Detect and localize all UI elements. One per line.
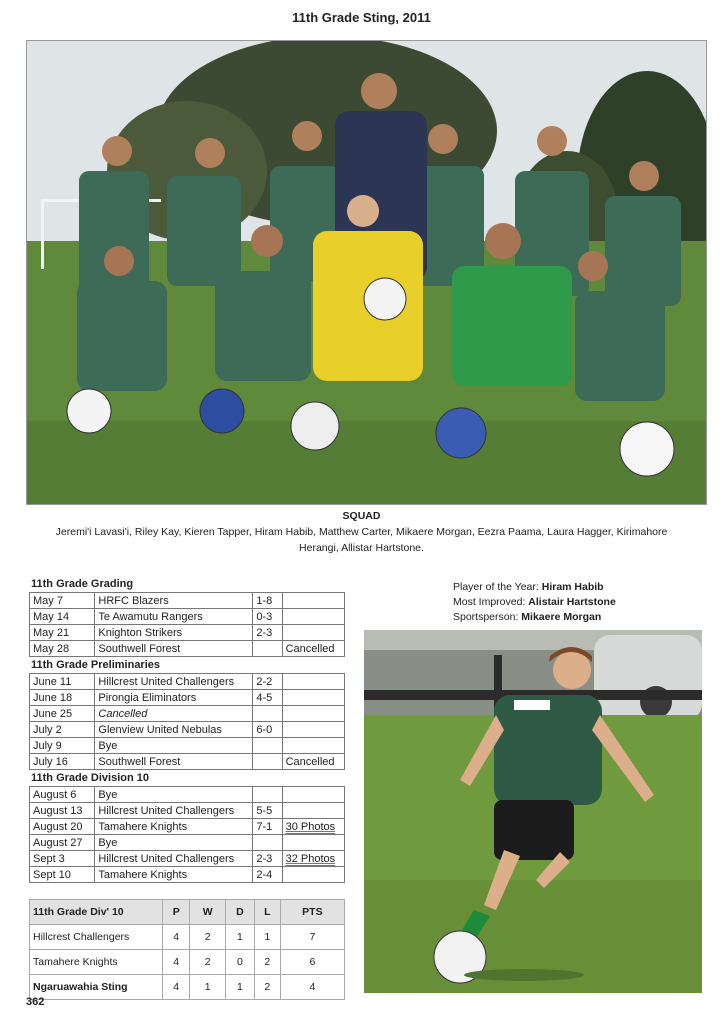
award-winner: Alistair Hartstone bbox=[528, 596, 616, 608]
game-extra: Cancelled bbox=[282, 754, 344, 770]
game-date: June 18 bbox=[30, 690, 95, 706]
game-extra bbox=[282, 625, 344, 641]
table-row bbox=[30, 754, 345, 770]
team-name: Ngaruawahia Sting bbox=[30, 975, 163, 1000]
game-date: August 20 bbox=[30, 819, 95, 835]
stat-cell: 4 bbox=[163, 950, 190, 975]
stat-cell: 1 bbox=[225, 925, 254, 950]
photos-link[interactable]: 30 Photos bbox=[282, 819, 344, 835]
award-label: Player of the Year: bbox=[453, 581, 542, 593]
game-score: 5-5 bbox=[253, 803, 282, 819]
game-score: 2-2 bbox=[253, 674, 282, 690]
team-photo bbox=[26, 40, 707, 505]
award-winner: Hiram Habib bbox=[541, 581, 604, 593]
game-opponent: HRFC Blazers bbox=[95, 593, 253, 609]
game-date: August 27 bbox=[30, 835, 95, 851]
game-extra bbox=[282, 803, 344, 819]
game-extra bbox=[282, 593, 344, 609]
squad-heading: SQUAD bbox=[342, 510, 381, 522]
table-row bbox=[30, 738, 345, 754]
game-opponent: Glenview United Nebulas bbox=[95, 722, 253, 738]
game-date: May 21 bbox=[30, 625, 95, 641]
results-table bbox=[29, 786, 345, 883]
game-score: 2-3 bbox=[253, 851, 282, 867]
column-header: L bbox=[254, 900, 280, 925]
stat-cell: 2 bbox=[190, 950, 225, 975]
table-row bbox=[30, 722, 345, 738]
table-row bbox=[30, 835, 345, 851]
game-opponent: Cancelled bbox=[95, 706, 253, 722]
game-opponent: Pirongia Eliminators bbox=[95, 690, 253, 706]
game-extra: Cancelled bbox=[282, 641, 344, 657]
stat-cell: 2 bbox=[254, 950, 280, 975]
game-opponent: Southwell Forest bbox=[95, 641, 253, 657]
game-opponent: Bye bbox=[95, 835, 253, 851]
game-score bbox=[253, 754, 282, 770]
game-date: Sept 10 bbox=[30, 867, 95, 883]
table-header-row bbox=[30, 900, 345, 925]
award-label: Sportsperson: bbox=[453, 611, 522, 623]
game-score bbox=[253, 706, 282, 722]
game-date: May 14 bbox=[30, 609, 95, 625]
game-date: May 28 bbox=[30, 641, 95, 657]
game-opponent: Hillcrest United Challengers bbox=[95, 851, 253, 867]
results-table bbox=[29, 592, 345, 657]
game-date: July 2 bbox=[30, 722, 95, 738]
game-score: 2-3 bbox=[253, 625, 282, 641]
section-heading: 11th Grade Preliminaries bbox=[31, 659, 161, 671]
game-date: July 16 bbox=[30, 754, 95, 770]
game-opponent: Te Awamutu Rangers bbox=[95, 609, 253, 625]
award-sportsperson bbox=[453, 610, 616, 625]
game-date: Sept 3 bbox=[30, 851, 95, 867]
game-extra bbox=[282, 738, 344, 754]
team-name: Hillcrest Challengers bbox=[30, 925, 163, 950]
table-row bbox=[30, 674, 345, 690]
award-label: Most Improved: bbox=[453, 596, 529, 608]
player-photo bbox=[364, 630, 702, 993]
game-date: June 25 bbox=[30, 706, 95, 722]
table-row bbox=[30, 593, 345, 609]
game-extra bbox=[282, 722, 344, 738]
game-opponent: Hillcrest United Challengers bbox=[95, 674, 253, 690]
game-date: May 7 bbox=[30, 593, 95, 609]
table-row bbox=[30, 851, 345, 867]
game-date: July 9 bbox=[30, 738, 95, 754]
game-date: August 6 bbox=[30, 787, 95, 803]
game-extra bbox=[282, 609, 344, 625]
game-score bbox=[253, 738, 282, 754]
awards-list bbox=[453, 580, 616, 625]
table-row bbox=[30, 625, 345, 641]
squad-names: Jeremi'i Lavasi'i, Riley Kay, Kieren Tapper, Hiram Habib, Matthew Carter, Mikaere Morgan, Eezra Paama, Laura Hagger, Kirimahore Herangi, Allistar Hartstone. bbox=[55, 526, 668, 554]
table-row bbox=[30, 690, 345, 706]
game-score: 1-8 bbox=[253, 593, 282, 609]
column-header: PTS bbox=[280, 900, 344, 925]
table-row bbox=[30, 787, 345, 803]
game-extra bbox=[282, 787, 344, 803]
game-opponent: Bye bbox=[95, 787, 253, 803]
table-row bbox=[30, 867, 345, 883]
game-opponent: Hillcrest United Challengers bbox=[95, 803, 253, 819]
game-score: 0-3 bbox=[253, 609, 282, 625]
column-header: W bbox=[190, 900, 225, 925]
section-heading: 11th Grade Division 10 bbox=[31, 772, 149, 784]
game-opponent: Southwell Forest bbox=[95, 754, 253, 770]
game-score bbox=[253, 835, 282, 851]
award-player-of-year bbox=[453, 580, 616, 595]
column-header: 11th Grade Div' 10 bbox=[30, 900, 163, 925]
page-number: 362 bbox=[26, 996, 45, 1008]
stat-cell: 1 bbox=[190, 975, 225, 1000]
stat-cell: 0 bbox=[225, 950, 254, 975]
table-row bbox=[30, 819, 345, 835]
award-winner: Mikaere Morgan bbox=[521, 611, 602, 623]
game-extra bbox=[282, 674, 344, 690]
game-date: August 13 bbox=[30, 803, 95, 819]
table-row bbox=[30, 803, 345, 819]
stat-cell: 4 bbox=[163, 925, 190, 950]
game-score: 6-0 bbox=[253, 722, 282, 738]
results-section bbox=[29, 576, 345, 883]
table-row bbox=[30, 609, 345, 625]
column-header: D bbox=[225, 900, 254, 925]
standings-table bbox=[29, 899, 345, 1000]
stat-cell: 4 bbox=[163, 975, 190, 1000]
stat-cell: 1 bbox=[225, 975, 254, 1000]
stat-cell: 2 bbox=[190, 925, 225, 950]
game-score: 7-1 bbox=[253, 819, 282, 835]
game-extra bbox=[282, 835, 344, 851]
table-row bbox=[30, 641, 345, 657]
game-score: 4-5 bbox=[253, 690, 282, 706]
table-row bbox=[30, 925, 345, 950]
stat-cell: 7 bbox=[280, 925, 344, 950]
game-opponent: Tamahere Knights bbox=[95, 867, 253, 883]
stat-cell: 2 bbox=[254, 975, 280, 1000]
game-extra bbox=[282, 690, 344, 706]
game-score bbox=[253, 641, 282, 657]
game-extra bbox=[282, 706, 344, 722]
stat-cell: 4 bbox=[280, 975, 344, 1000]
game-score: 2-4 bbox=[253, 867, 282, 883]
game-opponent: Bye bbox=[95, 738, 253, 754]
game-extra bbox=[282, 867, 344, 883]
section-heading: 11th Grade Grading bbox=[31, 578, 134, 590]
column-header: P bbox=[163, 900, 190, 925]
results-table bbox=[29, 673, 345, 770]
table-row bbox=[30, 975, 345, 1000]
stat-cell: 1 bbox=[254, 925, 280, 950]
page-title: 11th Grade Sting, 2011 bbox=[292, 10, 431, 25]
game-score bbox=[253, 787, 282, 803]
table-row bbox=[30, 950, 345, 975]
photos-link[interactable]: 32 Photos bbox=[282, 851, 344, 867]
stat-cell: 6 bbox=[280, 950, 344, 975]
award-most-improved bbox=[453, 595, 616, 610]
team-name: Tamahere Knights bbox=[30, 950, 163, 975]
table-row bbox=[30, 706, 345, 722]
game-date: June 11 bbox=[30, 674, 95, 690]
game-opponent: Tamahere Knights bbox=[95, 819, 253, 835]
game-opponent: Knighton Strikers bbox=[95, 625, 253, 641]
